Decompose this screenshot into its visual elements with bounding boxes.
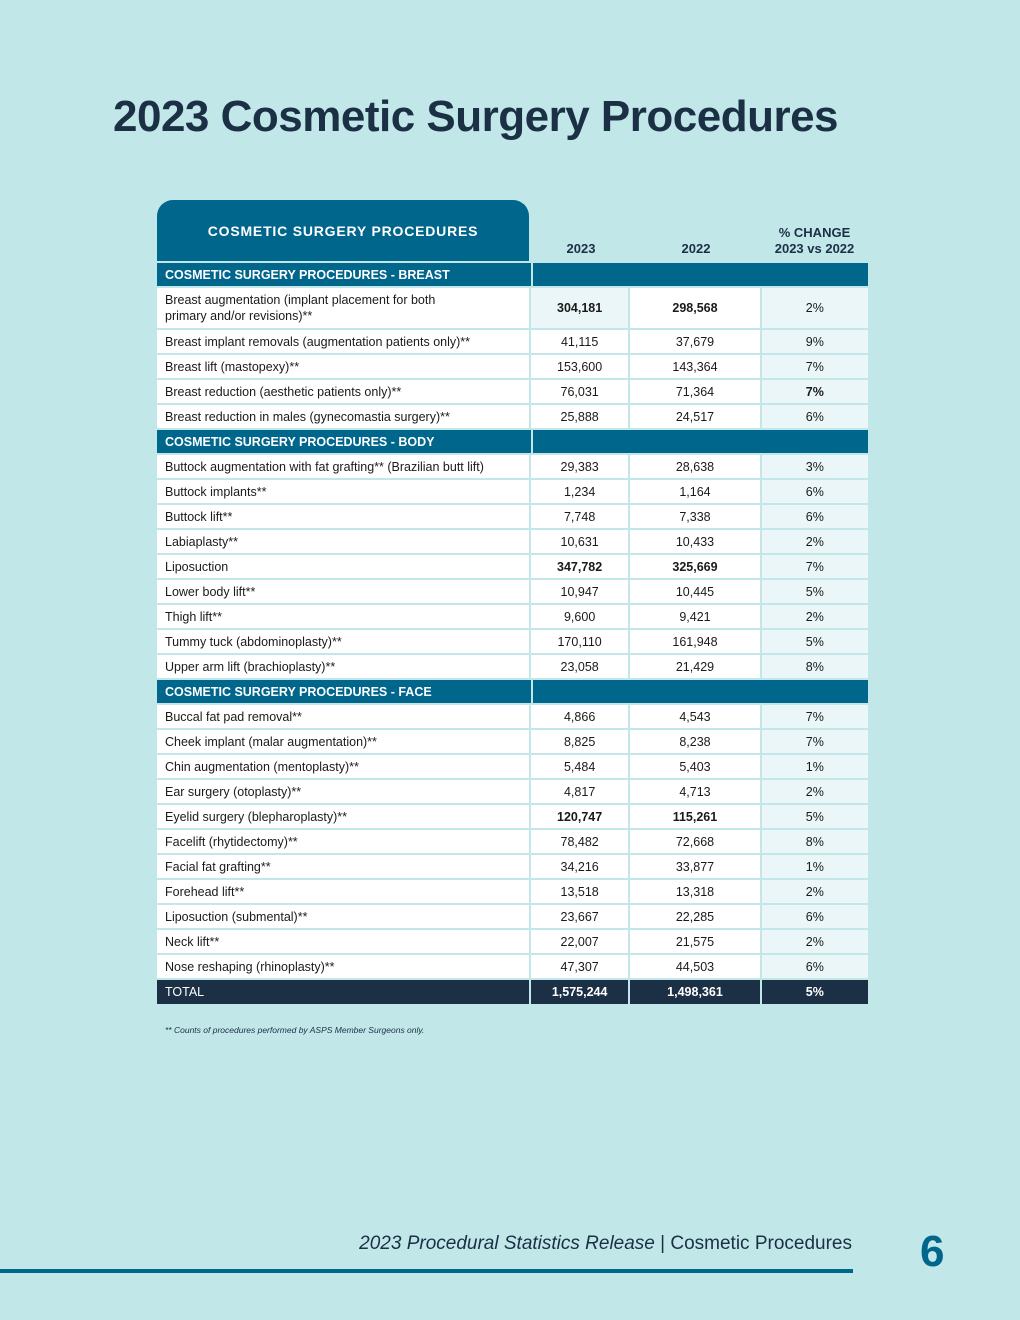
section-fill xyxy=(533,263,868,286)
section-fill xyxy=(533,680,868,703)
value-change: 5% xyxy=(762,580,868,603)
procedure-name-line1: Breast augmentation (implant placement for both xyxy=(165,293,436,307)
procedure-name: Buttock implants** xyxy=(157,480,529,503)
value-2022: 44,503 xyxy=(630,955,759,978)
header-change-line2: 2023 vs 2022 xyxy=(774,241,855,256)
value-change: 7% xyxy=(762,555,868,578)
procedure-name: Buccal fat pad removal** xyxy=(157,705,529,728)
value-2022: 21,429 xyxy=(630,655,759,678)
procedure-name: Breast lift (mastopexy)** xyxy=(157,355,529,378)
value-2023: 7,748 xyxy=(531,505,628,528)
value-2022: 4,713 xyxy=(630,780,759,803)
value-2022: 298,568 xyxy=(630,288,759,328)
value-change: 7% xyxy=(762,380,868,403)
procedure-name xyxy=(157,288,529,328)
value-change: 5% xyxy=(762,805,868,828)
value-2023: 1,234 xyxy=(531,480,628,503)
procedure-name-line2: primary and/or revisions)** xyxy=(165,309,313,323)
procedures-table xyxy=(157,200,868,1004)
table-row xyxy=(157,530,868,553)
value-2022: 115,261 xyxy=(630,805,759,828)
table-row xyxy=(157,905,868,928)
table-row xyxy=(157,505,868,528)
value-2022: 24,517 xyxy=(630,405,759,428)
value-2022: 143,364 xyxy=(630,355,759,378)
total-change: 5% xyxy=(762,980,868,1004)
value-2023: 4,817 xyxy=(531,780,628,803)
value-2023: 47,307 xyxy=(531,955,628,978)
page-number: 6 xyxy=(920,1227,945,1276)
procedure-name: Buttock lift** xyxy=(157,505,529,528)
value-change: 1% xyxy=(762,755,868,778)
value-2023: 76,031 xyxy=(531,380,628,403)
value-2022: 37,679 xyxy=(630,330,759,353)
total-row xyxy=(157,980,868,1004)
value-change: 9% xyxy=(762,330,868,353)
table-row xyxy=(157,880,868,903)
procedure-name: Nose reshaping (rhinoplasty)** xyxy=(157,955,529,978)
value-2023: 120,747 xyxy=(531,805,628,828)
procedure-name: Thigh lift** xyxy=(157,605,529,628)
procedure-name: Neck lift** xyxy=(157,930,529,953)
table-row xyxy=(157,930,868,953)
table-row xyxy=(157,805,868,828)
table-row xyxy=(157,605,868,628)
procedure-name: Tummy tuck (abdominoplasty)** xyxy=(157,630,529,653)
footer-report-title: 2023 Procedural Statistics Release xyxy=(359,1233,655,1254)
table-row xyxy=(157,355,868,378)
value-change: 8% xyxy=(762,830,868,853)
value-change: 6% xyxy=(762,955,868,978)
value-change: 5% xyxy=(762,630,868,653)
header-change-line1: % CHANGE xyxy=(778,225,851,240)
value-change: 8% xyxy=(762,655,868,678)
value-2023: 23,667 xyxy=(531,905,628,928)
table-row xyxy=(157,655,868,678)
procedure-name: Liposuction xyxy=(157,555,529,578)
value-2022: 33,877 xyxy=(630,855,759,878)
value-change: 2% xyxy=(762,288,868,328)
section-row-body xyxy=(157,430,868,453)
procedure-name: Labiaplasty** xyxy=(157,530,529,553)
procedure-name: Ear surgery (otoplasty)** xyxy=(157,780,529,803)
footnote: ** Counts of procedures performed by ASPS Member Surgeons only. xyxy=(165,1025,425,1035)
procedure-name: Lower body lift** xyxy=(157,580,529,603)
value-2023: 29,383 xyxy=(531,455,628,478)
header-change xyxy=(761,200,868,261)
value-2022: 22,285 xyxy=(630,905,759,928)
value-2022: 4,543 xyxy=(630,705,759,728)
value-2022: 10,433 xyxy=(630,530,759,553)
value-change: 2% xyxy=(762,930,868,953)
value-change: 6% xyxy=(762,405,868,428)
value-change: 2% xyxy=(762,880,868,903)
table-row xyxy=(157,288,868,328)
value-2022: 28,638 xyxy=(630,455,759,478)
table-row xyxy=(157,705,868,728)
value-2023: 25,888 xyxy=(531,405,628,428)
value-2022: 7,338 xyxy=(630,505,759,528)
footer-caption xyxy=(359,1233,852,1255)
procedure-name: Forehead lift** xyxy=(157,880,529,903)
value-2023: 34,216 xyxy=(531,855,628,878)
total-label: TOTAL xyxy=(157,980,529,1004)
table-row xyxy=(157,455,868,478)
value-2023: 4,866 xyxy=(531,705,628,728)
footer-section: | Cosmetic Procedures xyxy=(654,1233,852,1254)
section-label: COSMETIC SURGERY PROCEDURES - BODY xyxy=(157,430,531,453)
section-label: COSMETIC SURGERY PROCEDURES - BREAST xyxy=(157,263,531,286)
value-change: 7% xyxy=(762,730,868,753)
value-change: 6% xyxy=(762,905,868,928)
procedure-name: Facial fat grafting** xyxy=(157,855,529,878)
procedure-name: Breast implant removals (augmentation patients only)** xyxy=(157,330,529,353)
value-2022: 8,238 xyxy=(630,730,759,753)
header-procedures: COSMETIC SURGERY PROCEDURES xyxy=(157,200,529,261)
section-row-face xyxy=(157,680,868,703)
value-2023: 304,181 xyxy=(531,288,628,328)
value-change: 2% xyxy=(762,530,868,553)
procedure-name: Facelift (rhytidectomy)** xyxy=(157,830,529,853)
value-2023: 347,782 xyxy=(531,555,628,578)
value-2022: 13,318 xyxy=(630,880,759,903)
page-title: 2023 Cosmetic Surgery Procedures xyxy=(113,92,839,141)
header-2023: 2023 xyxy=(566,241,596,256)
procedure-name: Breast reduction (aesthetic patients only)** xyxy=(157,380,529,403)
value-change: 7% xyxy=(762,705,868,728)
value-2023: 153,600 xyxy=(531,355,628,378)
section-label: COSMETIC SURGERY PROCEDURES - FACE xyxy=(157,680,531,703)
value-2022: 72,668 xyxy=(630,830,759,853)
value-2022: 9,421 xyxy=(630,605,759,628)
value-change: 7% xyxy=(762,355,868,378)
value-2023: 13,518 xyxy=(531,880,628,903)
table-row xyxy=(157,730,868,753)
value-2023: 10,631 xyxy=(531,530,628,553)
value-change: 1% xyxy=(762,855,868,878)
value-2022: 5,403 xyxy=(630,755,759,778)
value-2023: 9,600 xyxy=(531,605,628,628)
value-2022: 325,669 xyxy=(630,555,759,578)
procedure-name: Chin augmentation (mentoplasty)** xyxy=(157,755,529,778)
header-2022: 2022 xyxy=(681,241,711,256)
table-header-row xyxy=(157,200,868,261)
value-2023: 78,482 xyxy=(531,830,628,853)
table-row xyxy=(157,380,868,403)
table-row xyxy=(157,830,868,853)
table-row xyxy=(157,955,868,978)
value-2023: 5,484 xyxy=(531,755,628,778)
value-2023: 22,007 xyxy=(531,930,628,953)
table-row xyxy=(157,855,868,878)
procedure-name: Breast reduction in males (gynecomastia surgery)** xyxy=(157,405,529,428)
procedure-name: Buttock augmentation with fat grafting** (Brazilian butt lift) xyxy=(157,455,529,478)
value-2023: 8,825 xyxy=(531,730,628,753)
section-row-breast xyxy=(157,263,868,286)
procedure-name: Upper arm lift (brachioplasty)** xyxy=(157,655,529,678)
table-row xyxy=(157,580,868,603)
value-change: 6% xyxy=(762,505,868,528)
procedure-name: Liposuction (submental)** xyxy=(157,905,529,928)
value-2022: 71,364 xyxy=(630,380,759,403)
value-2023: 170,110 xyxy=(531,630,628,653)
value-2022: 10,445 xyxy=(630,580,759,603)
table-row xyxy=(157,480,868,503)
table-row xyxy=(157,780,868,803)
value-2022: 1,164 xyxy=(630,480,759,503)
value-change: 6% xyxy=(762,480,868,503)
value-change: 2% xyxy=(762,605,868,628)
value-2023: 23,058 xyxy=(531,655,628,678)
table-row xyxy=(157,630,868,653)
value-2023: 41,115 xyxy=(531,330,628,353)
table-row xyxy=(157,555,868,578)
value-change: 2% xyxy=(762,780,868,803)
table-row xyxy=(157,755,868,778)
value-2022: 161,948 xyxy=(630,630,759,653)
table-row xyxy=(157,330,868,353)
footer-divider xyxy=(0,1269,853,1273)
table-row xyxy=(157,405,868,428)
section-fill xyxy=(533,430,868,453)
total-2022: 1,498,361 xyxy=(630,980,759,1004)
value-change: 3% xyxy=(762,455,868,478)
total-2023: 1,575,244 xyxy=(531,980,628,1004)
procedure-name: Eyelid surgery (blepharoplasty)** xyxy=(157,805,529,828)
value-2023: 10,947 xyxy=(531,580,628,603)
value-2022: 21,575 xyxy=(630,930,759,953)
procedure-name: Cheek implant (malar augmentation)** xyxy=(157,730,529,753)
